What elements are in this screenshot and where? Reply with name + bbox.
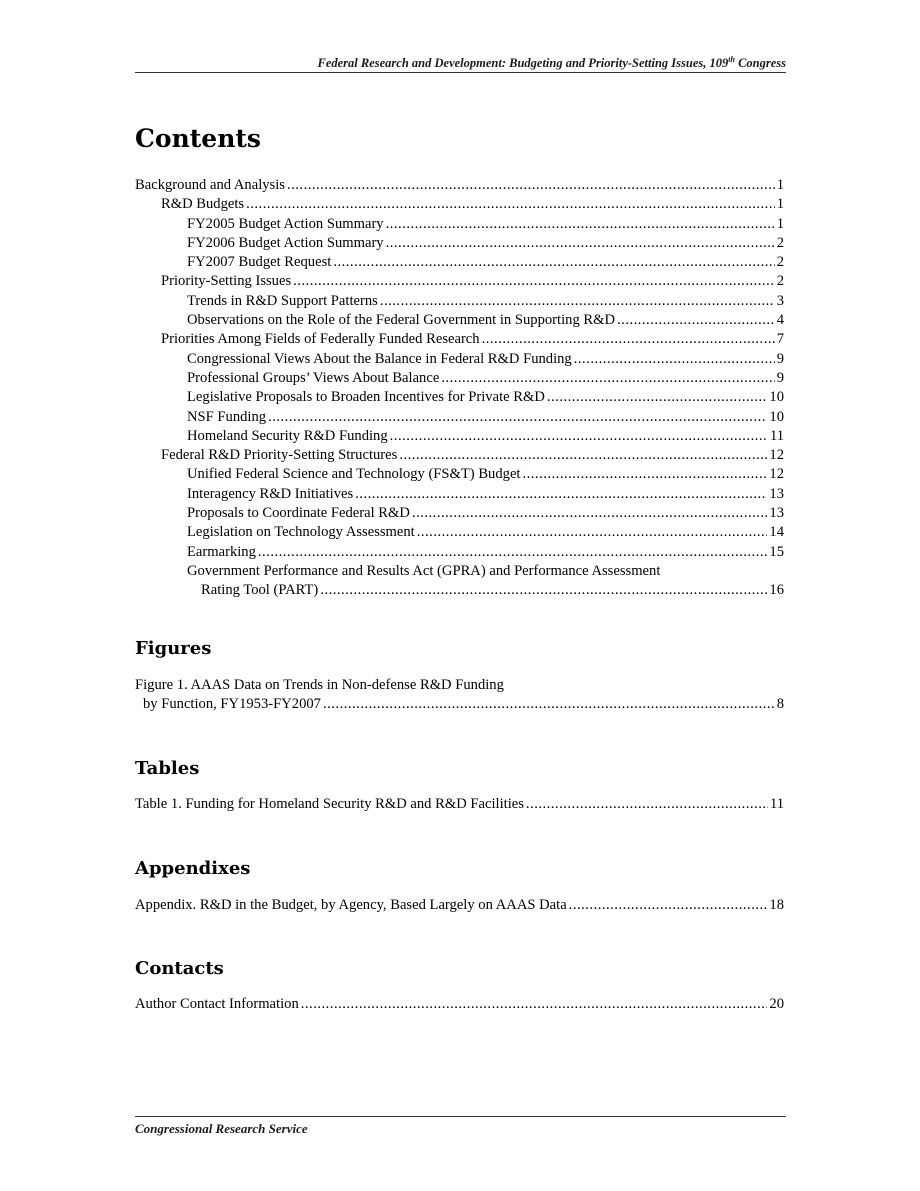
contents-heading: Contents bbox=[135, 124, 262, 153]
figures-heading: Figures bbox=[135, 638, 212, 659]
toc-entry-text: Proposals to Coordinate Federal R&D bbox=[187, 505, 410, 522]
contact-entry[interactable] bbox=[135, 995, 784, 1014]
toc-entry-page: 1 bbox=[776, 196, 784, 213]
toc-entry-page: 14 bbox=[769, 524, 784, 541]
toc-entry[interactable] bbox=[135, 369, 784, 388]
toc-entry[interactable] bbox=[135, 215, 784, 234]
toc-entry-page: 2 bbox=[776, 234, 784, 251]
figure-entry[interactable] bbox=[135, 676, 784, 695]
appendix-entry[interactable] bbox=[135, 896, 784, 915]
toc-entry-page: 16 bbox=[769, 582, 784, 599]
toc-entry[interactable] bbox=[135, 350, 784, 369]
toc-entry-page: 10 bbox=[769, 389, 784, 406]
contact-entry-page: 20 bbox=[769, 996, 784, 1012]
toc-entry[interactable] bbox=[135, 253, 784, 272]
header-title: Federal Research and Development: Budgeting and Priority-Setting Issues, 109 bbox=[317, 56, 729, 71]
toc-entry-page: 15 bbox=[769, 543, 784, 560]
toc-leader bbox=[386, 215, 775, 234]
toc-entry-text: Interagency R&D Initiatives bbox=[187, 485, 354, 502]
toc-entry-page: 1 bbox=[776, 177, 784, 193]
toc-leader bbox=[320, 581, 767, 600]
footer-rule bbox=[135, 1116, 786, 1117]
toc-entry[interactable] bbox=[135, 292, 784, 311]
toc-entry[interactable] bbox=[135, 272, 784, 291]
toc-entry-text: Earmarking bbox=[187, 543, 256, 560]
toc-entry[interactable] bbox=[135, 195, 784, 214]
toc-leader bbox=[417, 523, 768, 542]
toc-entry-text: Unified Federal Science and Technology (FS&T) Budget bbox=[187, 466, 521, 483]
toc-entry[interactable] bbox=[135, 485, 784, 504]
toc-entry-text: FY2005 Budget Action Summary bbox=[187, 215, 384, 232]
toc-leader bbox=[333, 253, 774, 272]
toc-entry-page: 2 bbox=[776, 254, 784, 271]
toc-entry-text: Homeland Security R&D Funding bbox=[187, 427, 388, 444]
toc-entry-text: Government Performance and Results Act (GPRA) and Performance Assessment bbox=[187, 562, 661, 579]
toc-leader bbox=[301, 995, 768, 1014]
toc-entry-page: 9 bbox=[776, 369, 784, 386]
toc-entry-page: 12 bbox=[769, 447, 784, 464]
toc-entry[interactable] bbox=[135, 523, 784, 542]
toc-entry-text: Trends in R&D Support Patterns bbox=[187, 292, 378, 309]
toc-leader bbox=[380, 292, 775, 311]
toc-entry-text: Rating Tool (PART) bbox=[201, 582, 319, 599]
appendixes-list bbox=[135, 896, 784, 915]
toc-leader bbox=[569, 896, 768, 915]
toc-entry-page: 13 bbox=[769, 485, 784, 502]
toc-entry-text: Congressional Views About the Balance in Federal R&D Funding bbox=[187, 350, 572, 367]
table-entry-page: 11 bbox=[769, 796, 784, 812]
contacts-heading: Contacts bbox=[135, 958, 224, 979]
toc-leader bbox=[617, 311, 775, 330]
figure-entry-continuation[interactable] bbox=[135, 695, 784, 714]
toc-leader bbox=[390, 427, 768, 446]
toc-leader bbox=[399, 446, 767, 465]
toc-entry-text: Legislation on Technology Assessment bbox=[187, 524, 415, 541]
table-entry-text: Table 1. Funding for Homeland Security R&D and R&D Facilities bbox=[135, 796, 524, 812]
toc-entry-text: FY2006 Budget Action Summary bbox=[187, 234, 384, 251]
toc-leader bbox=[482, 330, 775, 349]
toc-entry-text: Federal R&D Priority-Setting Structures bbox=[161, 447, 398, 464]
toc-leader bbox=[268, 408, 767, 427]
figure-entry-text: by Function, FY1953-FY2007 bbox=[143, 696, 321, 713]
toc-entry-text: Professional Groups’ Views About Balance bbox=[187, 369, 440, 386]
toc-entry[interactable] bbox=[135, 504, 784, 523]
toc-entry-page: 12 bbox=[769, 466, 784, 483]
figure-entry-page: 8 bbox=[776, 696, 784, 713]
table-entry[interactable] bbox=[135, 795, 784, 814]
toc-entry-text: Priorities Among Fields of Federally Funded Research bbox=[161, 331, 480, 348]
toc-leader bbox=[526, 795, 768, 814]
toc-entry-page: 1 bbox=[776, 215, 784, 232]
toc-leader bbox=[287, 176, 775, 195]
toc-leader bbox=[547, 388, 768, 407]
header-title-end: Congress bbox=[734, 56, 786, 71]
toc-entry-text: NSF Funding bbox=[187, 408, 267, 425]
toc-entry-page: 7 bbox=[776, 331, 784, 348]
toc-leader bbox=[412, 504, 767, 523]
toc-entry[interactable] bbox=[135, 543, 784, 562]
appendix-entry-page: 18 bbox=[769, 897, 784, 913]
toc-entry-text: Background and Analysis bbox=[135, 177, 285, 193]
tables-list bbox=[135, 795, 784, 814]
tables-heading: Tables bbox=[135, 758, 200, 779]
contents-list bbox=[135, 176, 784, 601]
toc-entry-page: 10 bbox=[769, 408, 784, 425]
toc-entry[interactable] bbox=[135, 465, 784, 484]
toc-entry[interactable] bbox=[135, 427, 784, 446]
toc-entry-page: 4 bbox=[776, 312, 784, 329]
figures-list bbox=[135, 676, 784, 715]
toc-entry[interactable] bbox=[135, 330, 784, 349]
header-title-superscript: th bbox=[728, 55, 735, 64]
toc-entry-page: 11 bbox=[769, 427, 784, 444]
toc-leader bbox=[355, 485, 767, 504]
toc-leader bbox=[386, 234, 775, 253]
toc-entry[interactable] bbox=[135, 446, 784, 465]
toc-leader bbox=[522, 465, 767, 484]
contact-entry-text: Author Contact Information bbox=[135, 996, 299, 1012]
toc-leader bbox=[323, 695, 775, 714]
toc-entry[interactable] bbox=[135, 234, 784, 253]
figure-entry-text: Figure 1. AAAS Data on Trends in Non-defense R&D Funding bbox=[135, 677, 504, 693]
toc-entry-page: 3 bbox=[776, 292, 784, 309]
running-header bbox=[135, 55, 786, 71]
appendixes-heading: Appendixes bbox=[135, 858, 251, 879]
toc-entry-page: 13 bbox=[769, 505, 784, 522]
toc-entry[interactable] bbox=[135, 388, 784, 407]
toc-entry-text: Observations on the Role of the Federal Government in Supporting R&D bbox=[187, 312, 616, 329]
toc-entry-continuation[interactable] bbox=[135, 581, 784, 600]
toc-entry[interactable] bbox=[135, 408, 784, 427]
toc-leader bbox=[441, 369, 774, 388]
toc-leader bbox=[293, 272, 775, 291]
toc-entry-page: 9 bbox=[776, 350, 784, 367]
toc-entry[interactable] bbox=[135, 311, 784, 330]
toc-entry-text: Legislative Proposals to Broaden Incentives for Private R&D bbox=[187, 389, 545, 406]
toc-leader bbox=[574, 350, 775, 369]
header-rule bbox=[135, 72, 786, 73]
toc-leader bbox=[246, 195, 775, 214]
toc-leader bbox=[258, 543, 768, 562]
appendix-entry-text: Appendix. R&D in the Budget, by Agency, Based Largely on AAAS Data bbox=[135, 897, 567, 913]
running-footer: Congressional Research Service bbox=[135, 1121, 308, 1136]
toc-entry[interactable] bbox=[135, 176, 784, 195]
toc-entry-text: Priority-Setting Issues bbox=[161, 273, 292, 290]
toc-entry[interactable] bbox=[135, 562, 784, 581]
contacts-list bbox=[135, 995, 784, 1014]
toc-entry-page: 2 bbox=[776, 273, 784, 290]
toc-entry-text: R&D Budgets bbox=[161, 196, 245, 213]
toc-entry-text: FY2007 Budget Request bbox=[187, 254, 332, 271]
